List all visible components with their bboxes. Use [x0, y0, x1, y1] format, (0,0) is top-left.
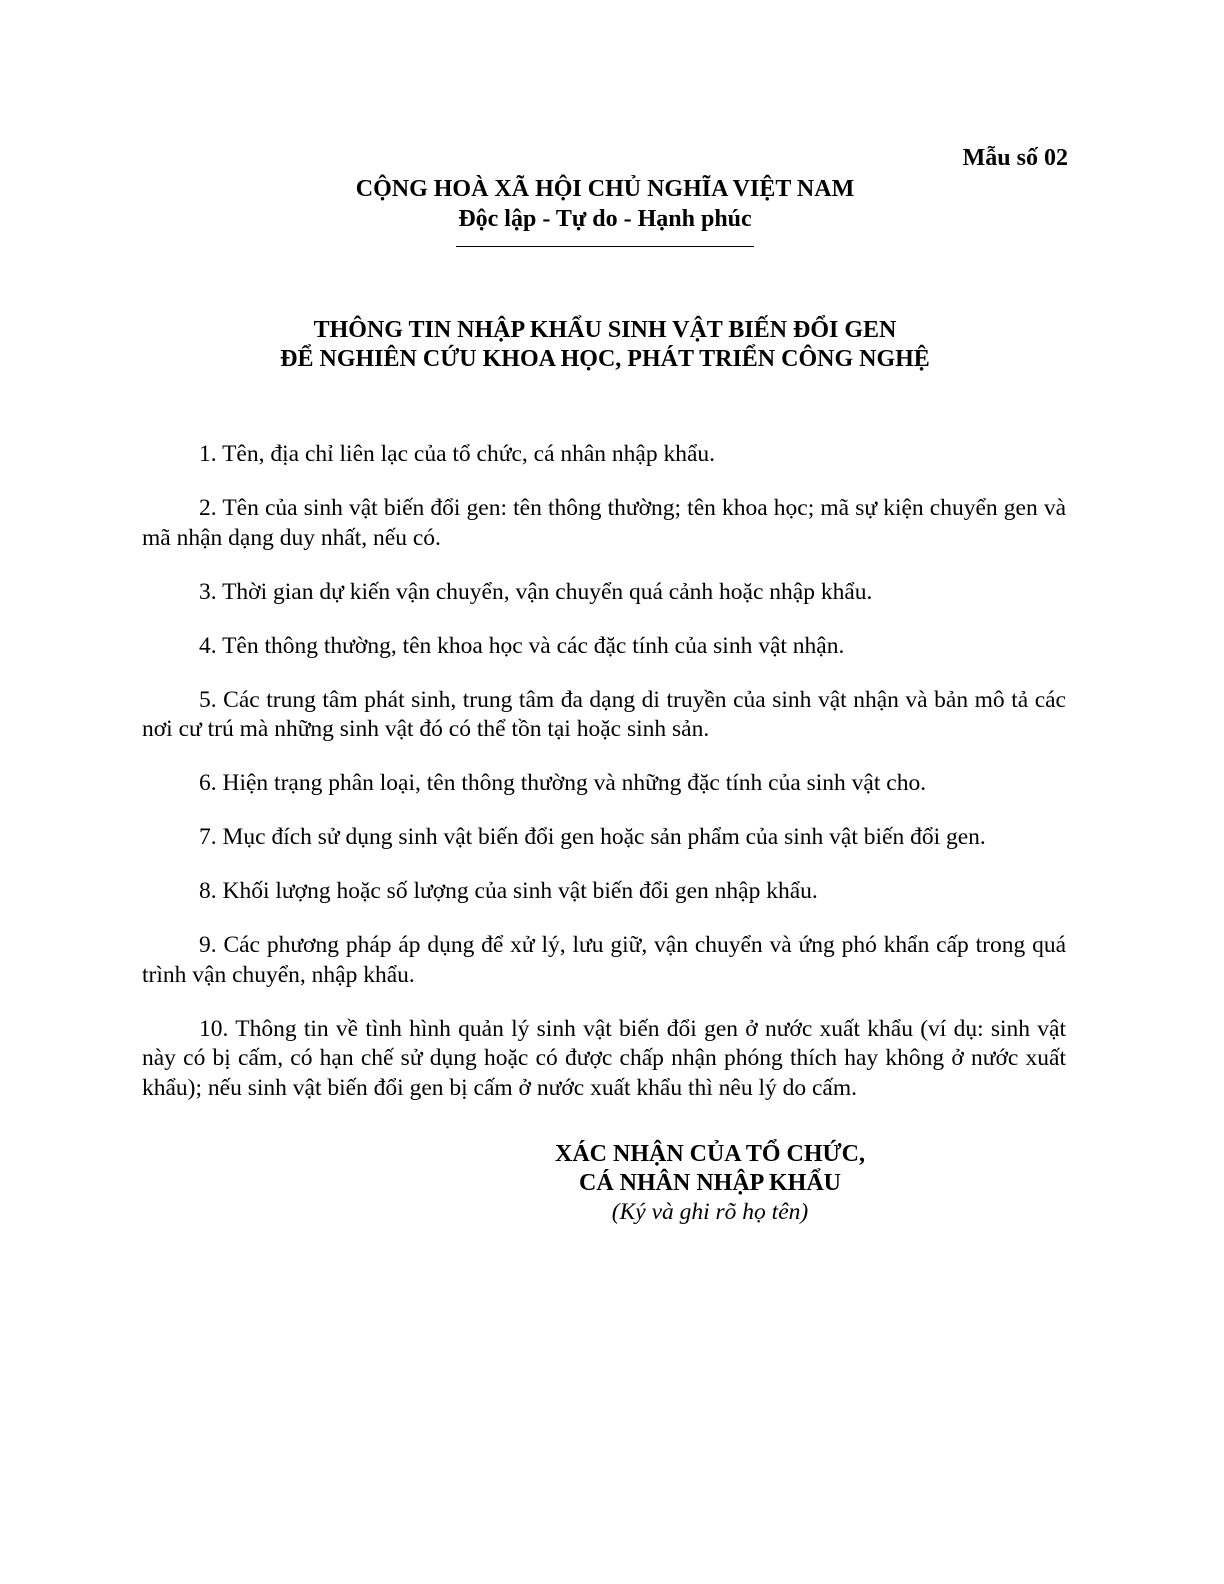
country-name: CỘNG HOÀ XÃ HỘI CHỦ NGHĨA VIỆT NAM [355, 176, 855, 202]
list-item-9: 9. Các phương pháp áp dụng để xử lý, lưu giữ, vận chuyển và ứng phó khẩn cấp trong quá trình vận chuyển, nhập khẩu. [142, 932, 1066, 988]
title-line-1: THÔNG TIN NHẬP KHẨU SINH VẬT BIẾN ĐỔI GEN [313, 317, 897, 343]
document-title [0, 316, 1210, 374]
header-divider [456, 246, 754, 247]
list-item-10: 10. Thông tin về tình hình quản lý sinh vật biến đổi gen ở nước xuất khẩu (ví dụ: sinh vật này có bị cấm, có hạn chế sử dụng hoặc có được chấp nhận phóng thích hay không ở nước xuất khẩu); nếu sinh vật biến đổi gen bị cấm ở nước xuất khẩu thì nêu lý do cấm. [142, 1015, 1066, 1101]
list-item-3: 3. Thời gian dự kiến vận chuyển, vận chuyển quá cảnh hoặc nhập khẩu. [199, 578, 873, 605]
signature-title-line-1: XÁC NHẬN CỦA TỔ CHỨC, [554, 1141, 865, 1167]
list-item-8: 8. Khối lượng hoặc số lượng của sinh vật biến đổi gen nhập khẩu. [199, 878, 818, 904]
list-item-2: 2. Tên của sinh vật biến đổi gen: tên thông thường; tên khoa học; mã sự kiện chuyển gen và mã nhận dạng duy nhất, nếu có. [142, 495, 1066, 551]
title-line-2: ĐỂ NGHIÊN CỨU KHOA HỌC, PHÁT TRIỂN CÔNG NGHỆ [280, 346, 930, 372]
signature-title-line-2: CÁ NHÂN NHẬP KHẨU [579, 1170, 841, 1196]
list-item-6: 6. Hiện trạng phân loại, tên thông thường và những đặc tính của sinh vật cho. [199, 770, 927, 796]
form-number: Mẫu số 02 [962, 145, 1068, 171]
signature-note: (Ký và ghi rõ họ tên) [611, 1199, 809, 1225]
list-item-5: 5. Các trung tâm phát sinh, trung tâm đa dạng di truyền của sinh vật nhận và bản mô tả các nơi cư trú mà những sinh vật đó có thể tồn tại hoặc sinh sản. [142, 686, 1066, 742]
national-motto: Độc lập - Tự do - Hạnh phúc [458, 206, 752, 232]
signature-block [510, 1140, 910, 1227]
list-item-4: 4. Tên thông thường, tên khoa học và các đặc tính của sinh vật nhận. [199, 632, 845, 659]
national-header [0, 174, 1210, 247]
content-list [142, 440, 1066, 1128]
list-item-1: 1. Tên, địa chỉ liên lạc của tổ chức, cá nhân nhập khẩu. [199, 441, 716, 467]
list-item-7: 7. Mục đích sử dụng sinh vật biến đổi gen hoặc sản phẩm của sinh vật biến đổi gen. [199, 824, 986, 850]
